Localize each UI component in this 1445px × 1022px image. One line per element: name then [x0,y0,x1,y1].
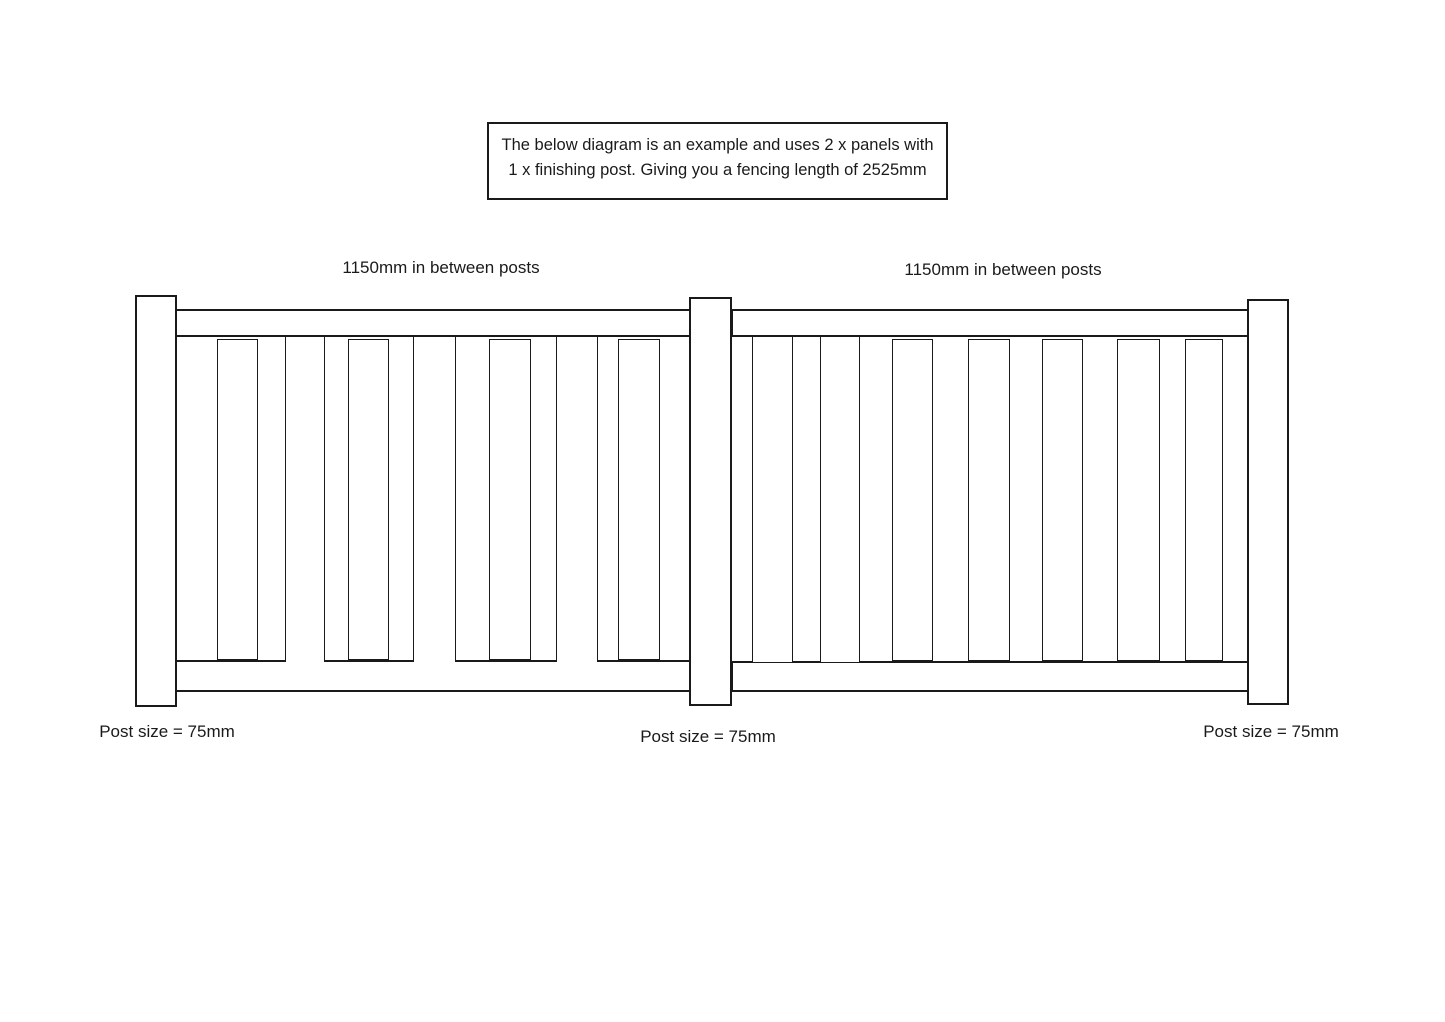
panel-1-span-label: 1150mm in between posts [342,258,540,277]
post-size-label-middle: Post size = 75mm [640,727,776,746]
post-left [135,295,177,707]
note-line-2: 1 x finishing post. Giving you a fencing length of 2525mm [508,161,927,179]
post-size-label-right: Post size = 75mm [1203,722,1339,741]
fence-slat [348,339,389,660]
post-middle [689,297,732,706]
fence-slat [413,337,456,662]
fence-slat [285,337,325,662]
fence-slat [1042,339,1083,661]
panel-1-bottom-rail [175,660,692,692]
fence-slat [1117,339,1160,661]
note-line-1: The below diagram is an example and uses 2 x panels with [501,136,934,154]
panel-1-top-rail [175,309,692,337]
fence-slat [820,337,860,663]
fence-slat [618,339,660,660]
panel-2-span-label: 1150mm in between posts [904,260,1102,279]
post-right [1247,299,1289,705]
fence-slat [489,339,531,660]
fence-slat [217,339,258,660]
fence-slat [1185,339,1223,661]
post-size-label-left: Post size = 75mm [99,722,235,741]
fence-slat [752,337,793,663]
fence-slat [968,339,1010,661]
panel-2-bottom-rail [731,661,1249,692]
fence-slat [556,337,598,662]
fence-slat [892,339,933,661]
panel-2-top-rail [731,309,1249,337]
